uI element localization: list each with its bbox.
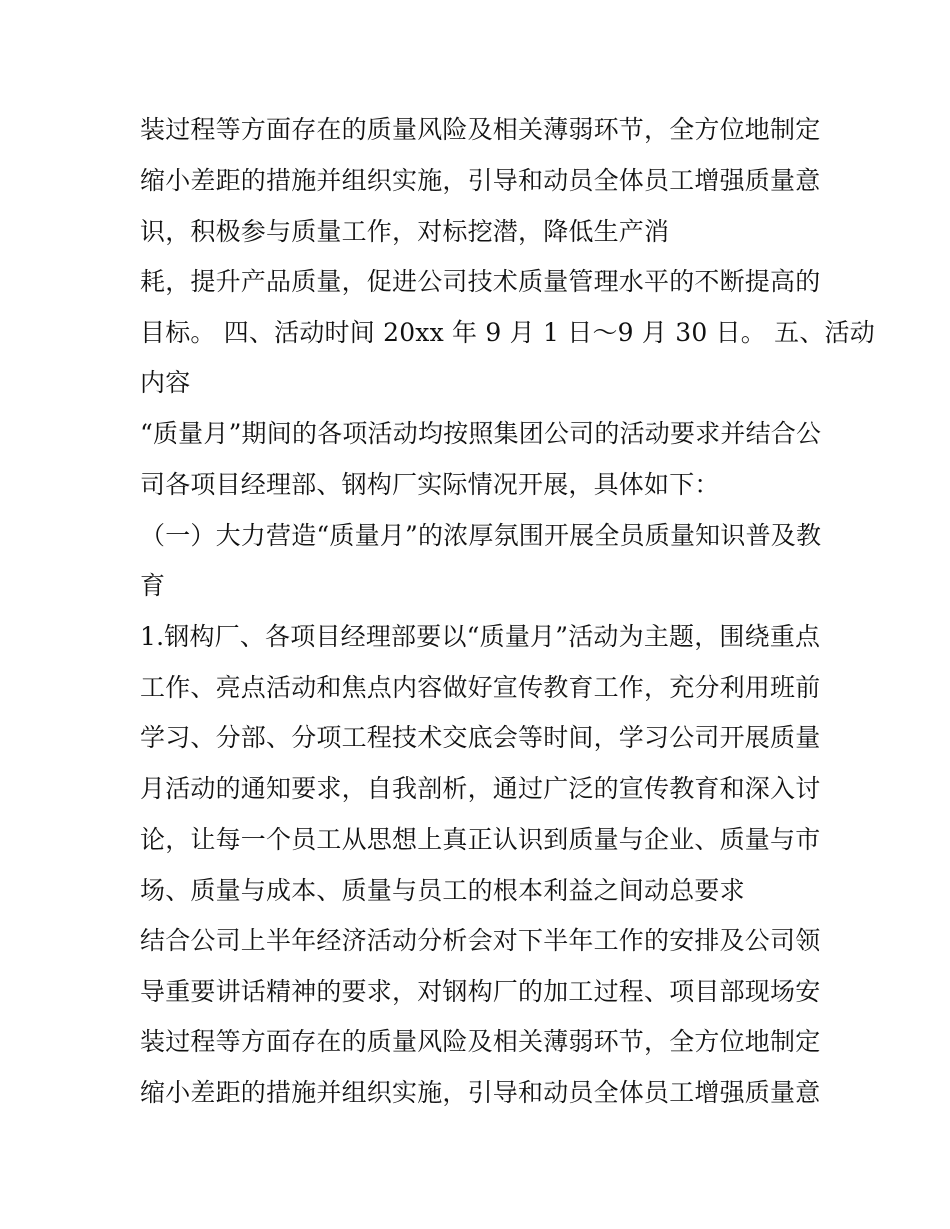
text-line: 结合公司上半年经济活动分析会对下半年工作的安排及公司领 xyxy=(140,926,821,955)
text-line: 司各项目经理部、钢构厂实际情况开展，具体如下： xyxy=(140,470,720,499)
text-line: 识，积极参与质量工作，对标挖潜，降低生产消 xyxy=(140,217,670,246)
text-line: 装过程等方面存在的质量风险及相关薄弱环节，全方位地制定 xyxy=(140,115,821,144)
text-line: 论，让每一个员工从思想上真正认识到质量与企业、质量与市 xyxy=(140,825,821,854)
text-line: 装过程等方面存在的质量风险及相关薄弱环节，全方位地制定 xyxy=(140,1027,821,1056)
text-line: 缩小差距的措施并组织实施，引导和动员全体员工增强质量意 xyxy=(140,1078,821,1107)
text-line: （一）大力营造“质量月”的浓厚氛围开展全员质量知识普及教 xyxy=(140,521,822,550)
text-line: 缩小差距的措施并组织实施，引导和动员全体员工增强质量意 xyxy=(140,166,821,195)
text-line: “质量月”期间的各项活动均按照集团公司的活动要求并结合公 xyxy=(140,419,822,448)
text-line: 耗，提升产品质量，促进公司技术质量管理水平的不断提高的 xyxy=(140,267,821,296)
text-line: 1.钢构厂、各项目经理部要以“质量月”活动为主题，围绕重点 xyxy=(140,622,821,651)
text-line: 学习、分部、分项工程技术交底会等时间，学习公司开展质量 xyxy=(140,723,821,752)
text-line: 导重要讲话精神的要求，对钢构厂的加工过程、项目部现场安 xyxy=(140,977,821,1006)
text-line: 目标。 四、活动时间 20xx 年 9 月 1 日～9 月 30 日。 五、活动 xyxy=(140,318,875,347)
text-line: 内容 xyxy=(140,368,191,397)
text-line: 场、质量与成本、质量与员工的根本利益之间动总要求 xyxy=(140,876,745,905)
text-line: 育 xyxy=(140,571,166,600)
text-line: 月活动的通知要求，自我剖析，通过广泛的宣传教育和深入讨 xyxy=(140,774,821,803)
text-line: 工作、亮点活动和焦点内容做好宣传教育工作，充分利用班前 xyxy=(140,673,821,702)
